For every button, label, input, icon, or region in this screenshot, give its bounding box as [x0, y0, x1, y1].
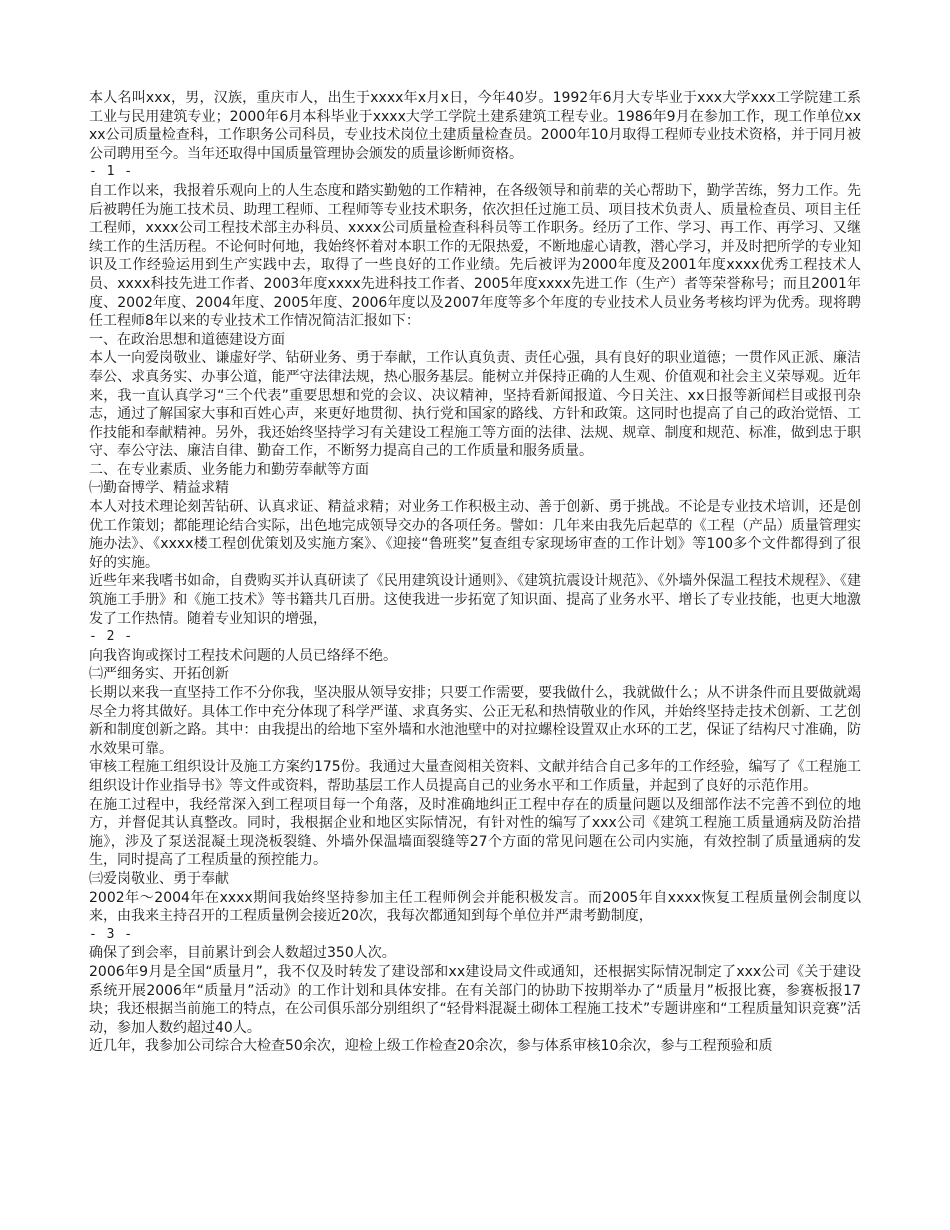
paragraph-construction: 在施工过程中，我经常深入到工程项目每一个角落，及时准确地纠正工程中存在的质量问题以及细部作法不完善不到位的地方，并督促其认真整改。同时，我根据企业和地区实际情况，有针对性的编写了xxx公司《建筑工程施工质量通病及防治措施》，涉及了泵送混凝土现浇板裂缝、外墙外保温墙面裂缝等27个方面的常见问题在公司内实施，有效控制了质量通病的发生，同时提高了工程质量的预控能力。 — [89, 796, 861, 869]
paragraph-rigorous: 长期以来我一直坚持工作不分你我，坚决服从领导安排；只要工作需要，要我做什么，我就做什么；从不讲条件而且要做就竭尽全力将其做好。具体工作中充分体现了科学严谨、求真务实、公正无私和热情敬业的作风，并始终坚持走技术创新、工艺创新和制度创新之路。其中：由我提出的给地下室外墙和水池池壁中的对拉螺栓设置双止水环的工艺，保证了结构尺寸准确，防水效果可靠。 — [89, 685, 861, 757]
section-heading-politics: 一、在政治思想和道德建设方面 — [89, 331, 285, 348]
paragraph-career: 自工作以来，我报着乐观向上的人生态度和踏实勤勉的工作精神，在各级领导和前辈的关心帮助下，勤学苦练，努力工作。先后被聘任为施工技术员、助理工程师、工程师等专业技术职务，依次担任过施工员、项目技术负责人、质量检查员、项目主任工程师，xxxx公司工程技术部主办科员、xxxx公司质量检查科科员等工作职务。经历了工作、学习、再工作、再学习、又继续工作的生活历程。不论何时何地，我始终怀着对本职工作的无限热爱，不断地虚心请教，潜心学习，并及时把所学的专业知识及工作经验运用到生产实践中去，取得了一些良好的工作业绩。先后被评为2000年度及2001年度xxxx优秀工程技术人员、xxxx科技先进工作者、2003年度xxxx先进科技工作者、2005年度xxxx先进工作（生产）者等荣誉称号；而且2001年度、2002年度、2004年度、2005年度、2006年度以及2007年度等多个年度的专业技术人员业务考核均评为优秀。现将聘任工程师8年以来的专业技术工作情况简洁汇报如下： — [89, 182, 861, 330]
paragraph-quality-month: 2006年9月是全国“质量月”，我不仅及时转发了建设部和xx建设局文件或通知，还根据实际情况制定了xxx公司《关于建设系统开展2006年“质量月”活动》的工作计划和具体安排。在有关部门的协助下按期举办了“质量月”板报比赛，参赛板报17块；我还根据当前施工的特点，在公司俱乐部分别组织了“轻骨料混凝土砌体工程施工技术”专题讲座和“工程质量知识竞赛”活动，参加人数约超过40人。 — [89, 963, 861, 1036]
page-number-2: - 2 - — [89, 629, 134, 645]
paragraph-intro: 本人名叫xxx，男，汉族，重庆市人，出生于xxxx年x月x日，今年40岁。1992年6月大专毕业于xxx大学xxx工学院建工系工业与民用建筑专业；2000年6月本科毕业于xxxx大学工学院土建系建筑工程专业。1986年9月在参加工作，现工作单位xxxx公司质量检查科，工作职务公司科员，专业技术岗位土建质量检查员。2000年10月取得工程师专业技术资格，并于同月被公司聘用至今。当年还取得中国质量管理协会颁发的质量诊断师资格。 — [89, 90, 861, 162]
paragraph-diligent: 本人对技术理论刻苦钻研、认真求证、精益求精；对业务工作积极主动、善于创新、勇于挑战。不论是专业技术培训，还是创优工作策划；都能理论结合实际，出色地完成领导交办的各项任务。譬如：几年来由我先后起草的《工程（产品）质量管理实施办法》、《xxxx楼工程创优策划及实施方案》、《迎接“鲁班奖”复查组专家现场审查的工作计划》等100多个文件都得到了很好的实施。 — [89, 499, 861, 571]
subheading-rigorous: ㈡严细务实、开拓创新 — [89, 666, 229, 683]
document-body — [89, 89, 861, 1056]
page-number-1: - 1 - — [89, 164, 134, 180]
paragraph-attendance: 确保了到会率，目前累计到会人数超过350人次。 — [89, 945, 396, 962]
paragraph-politics: 本人一向爱岗敬业、谦虚好学、钻研业务、勇于奉献，工作认真负责、责任心强，具有良好的职业道德；一贯作风正派、廉洁奉公、求真务实、办事公道，能严守法律法规，热心服务基层。能树立并保持正确的人生观、价值观和社会主义荣辱观。近年来，我一直认真学习“三个代表”重要思想和党的会议、决议精神，坚持看新闻报道、今日关注、xx日报等新闻栏目或报刊杂志，通过了解国家大事和百姓心声，来更好地贯彻、执行党和国家的路线、方针和政策。这同时也提高了自己的政治觉悟、工作技能和奉献精神。另外，我还始终坚持学习有关建设工程施工等方面的法律、法规、规章、制度和规范、标准，做到忠于职守、奉公守法、廉洁自律、勤奋工作，不断努力提高自己的工作质量和服务质量。 — [89, 350, 861, 460]
paragraph-review: 审核工程施工组织设计及施工方案约175份。我通过大量查阅相关资料、文献并结合自己多年的工作经验，编写了《工程施工组织设计作业指导书》等文件或资料，帮助基层工作人员提高自己的业务水平和工作质量，并起到了良好的示范作用。 — [89, 759, 861, 794]
section-heading-professional: 二、在专业素质、业务能力和勤劳奉献等方面 — [89, 461, 369, 478]
subheading-dedication: ㈢爱岗敬业、勇于奉献 — [89, 870, 229, 887]
paragraph-inspections: 近几年，我参加公司综合大检查50余次，迎检上级工作检查20余次，参与体系审核10余次，参与工程预验和质 — [89, 1038, 773, 1055]
paragraph-meetings: 2002年～2004年在xxxx期间我始终坚持参加主任工程师例会并能积极发言。而2005年自xxxx恢复工程质量例会制度以来，由我来主持召开的工程质量例会接近20次，我每次都通知到每个单位并严肃考勤制度， — [89, 889, 861, 925]
subheading-diligent: ㈠勤奋博学、精益求精 — [89, 480, 229, 497]
page-number-3: - 3 - — [89, 926, 134, 942]
paragraph-consult: 向我咨询或探讨工程技术问题的人员已络绎不绝。 — [89, 647, 397, 664]
paragraph-reading: 近些年来我嗜书如命，自费购买并认真研读了《民用建筑设计通则》、《建筑抗震设计规范》、《外墙外保温工程技术规程》、《建筑施工手册》和《施工技术》等书籍共几百册。这使我进一步拓宽了知识面、提高了业务水平、增长了专业技能，也更大地激发了工作热情。随着专业知识的增强， — [89, 573, 861, 627]
